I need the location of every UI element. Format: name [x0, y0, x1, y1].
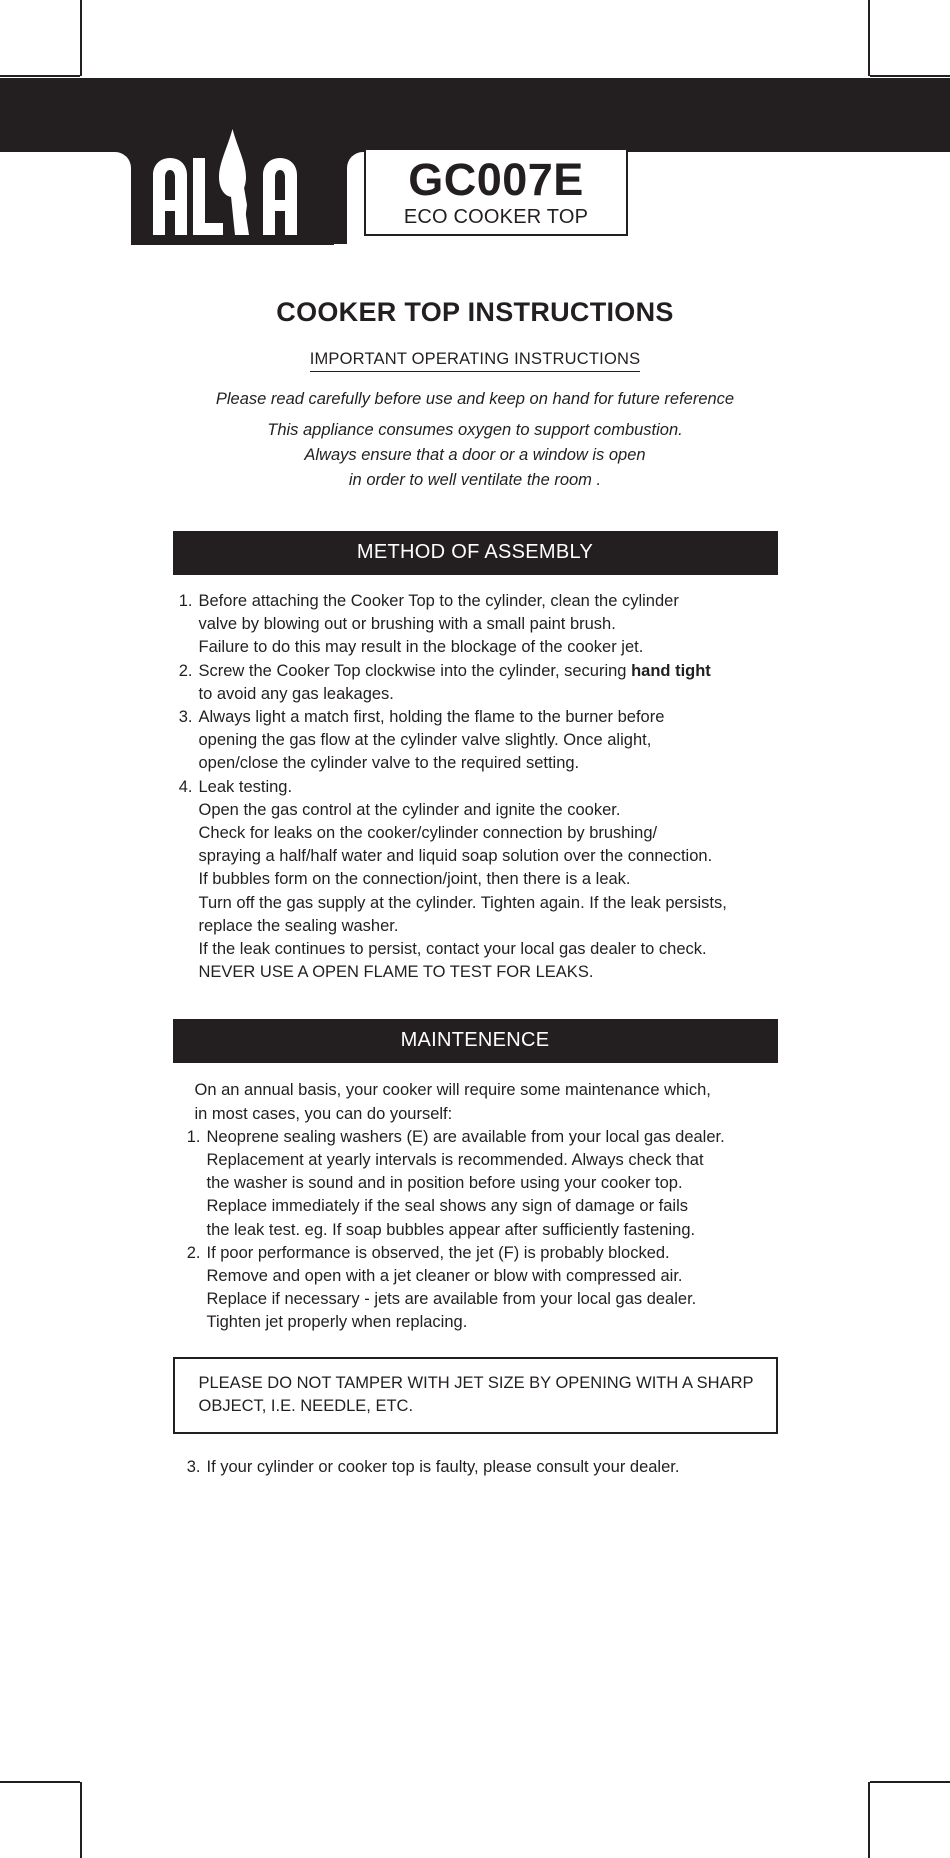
list-item	[173, 1126, 778, 1242]
crop-mark-bottom-right-vertical	[868, 1782, 870, 1858]
list-item-line: Check for leaks on the cooker/cylinder connection by brushing/	[198, 824, 658, 843]
maintenance-intro-line: On an annual basis, your cooker will require some maintenance which,	[194, 1081, 711, 1100]
intro-paragraph	[0, 387, 950, 493]
list-item-line: Always light a match first, holding the flame to the burner before	[198, 708, 665, 727]
list-item-line: the leak test. eg. If soap bubbles appear after sufficiently fastening.	[206, 1220, 696, 1239]
crop-mark-bottom-right-horizontal	[870, 1781, 950, 1783]
page-title: COOKER TOP INSTRUCTIONS	[276, 297, 674, 327]
list-item-number: 3.	[186, 1458, 201, 1477]
crop-mark-bottom-left-horizontal	[0, 1781, 80, 1783]
model-badge	[364, 148, 628, 236]
section-header-maintenance: MAINTENENCE	[173, 1019, 778, 1063]
list-item-line: spraying a half/half water and liquid soap solution over the connection.	[198, 847, 713, 866]
list-item	[173, 706, 778, 776]
list-item-emphasis: hand tight	[631, 661, 711, 680]
list-item-line-part: Screw the Cooker Top clockwise into the cylinder, securing	[198, 661, 632, 680]
list-item-line: Leak testing.	[198, 777, 293, 796]
intro-lead: Please read carefully before use and keep on hand for future reference	[215, 390, 735, 408]
model-code: GC007E	[408, 154, 584, 205]
list-item-line	[199, 660, 778, 683]
list-item	[173, 1242, 778, 1335]
list-item-line: replace the sealing washer.	[198, 916, 399, 935]
list-item-line: If poor performance is observed, the jet (F) is probably blocked.	[206, 1243, 670, 1262]
list-item-line: Replacement at yearly intervals is recommended. Always check that	[206, 1151, 704, 1170]
list-item-line: Before attaching the Cooker Top to the cylinder, clean the cylinder	[198, 592, 679, 610]
assembly-list	[173, 590, 778, 984]
list-item-text	[207, 1242, 778, 1335]
list-item	[173, 590, 778, 660]
crop-mark-top-right-vertical	[868, 0, 870, 76]
alva-logo	[131, 127, 334, 245]
model-subtitle: ECO COOKER TOP	[403, 206, 589, 228]
list-item-line: Replace immediately if the seal shows any sign of damage or fails	[206, 1197, 688, 1216]
list-item	[173, 776, 778, 985]
list-item-text	[207, 1126, 778, 1242]
list-item-line: to avoid any gas leakages.	[198, 684, 394, 703]
section-header-assembly: METHOD OF ASSEMBLY	[173, 531, 778, 575]
list-item-text	[199, 776, 778, 985]
warning-line: OBJECT, I.E. NEEDLE, ETC.	[198, 1396, 414, 1415]
warning-line: PLEASE DO NOT TAMPER WITH JET SIZE BY OPENING WITH A SHARP	[198, 1373, 754, 1392]
list-item-line: open/close the cylinder valve to the required setting.	[198, 754, 580, 773]
maintenance-intro-line: in most cases, you can do yourself:	[194, 1104, 453, 1123]
document-subtitle-wrap	[0, 350, 950, 372]
list-item-line: Neoprene sealing washers (E) are available from your local gas dealer.	[206, 1127, 725, 1146]
list-item-line: Replace if necessary - jets are available from your local gas dealer.	[206, 1290, 697, 1309]
list-item-number: 4.	[178, 777, 193, 796]
header-notch-left	[0, 152, 131, 244]
document-subtitle: IMPORTANT OPERATING INSTRUCTIONS	[310, 350, 641, 372]
list-item-line: If the leak continues to persist, contact your local gas dealer to check.	[198, 940, 707, 959]
crop-mark-top-left-horizontal	[0, 75, 80, 77]
maintenance-list	[173, 1079, 778, 1334]
crop-mark-top-right-horizontal	[870, 75, 950, 77]
crop-mark-top-left-vertical	[80, 0, 82, 76]
list-item-line: NEVER USE A OPEN FLAME TO TEST FOR LEAKS.	[198, 963, 594, 982]
intro-line-1: This appliance consumes oxygen to support combustion.	[267, 421, 683, 439]
warning-box	[173, 1357, 778, 1434]
list-item-text	[199, 590, 778, 660]
list-item-number: 2.	[178, 661, 193, 680]
list-item-line: the washer is sound and in position before using your cooker top.	[206, 1174, 683, 1193]
list-item-line: Open the gas control at the cylinder and ignite the cooker.	[198, 800, 621, 819]
list-item-number: 3.	[178, 708, 193, 727]
crop-mark-bottom-left-vertical	[80, 1782, 82, 1858]
intro-line-2: Always ensure that a door or a window is open	[304, 446, 646, 464]
list-item-line: Remove and open with a jet cleaner or blow with compressed air.	[206, 1267, 683, 1286]
list-item-line: Tighten jet properly when replacing.	[206, 1313, 468, 1332]
list-item-line: opening the gas flow at the cylinder valve slightly. Once alight,	[198, 731, 652, 750]
list-item-text	[199, 706, 778, 776]
list-item	[173, 1456, 778, 1479]
list-item-line: Turn off the gas supply at the cylinder. Tighten again. If the leak persists,	[198, 893, 727, 912]
document-content	[0, 244, 950, 1479]
list-item-line: If bubbles form on the connection/joint, then there is a leak.	[198, 870, 631, 889]
list-item-number: 1.	[186, 1127, 201, 1146]
maintenance-intro	[195, 1079, 778, 1125]
list-item-line: valve by blowing out or brushing with a small paint brush.	[198, 615, 616, 634]
list-item	[173, 660, 778, 706]
list-item-text	[199, 660, 778, 706]
intro-line-3: in order to well ventilate the room .	[348, 471, 602, 489]
list-item-text: If your cylinder or cooker top is faulty, please consult your dealer.	[206, 1458, 680, 1477]
list-item-number: 1.	[178, 592, 193, 610]
list-item-number: 2.	[186, 1243, 201, 1262]
list-item-line: Failure to do this may result in the blockage of the cooker jet.	[198, 638, 644, 657]
